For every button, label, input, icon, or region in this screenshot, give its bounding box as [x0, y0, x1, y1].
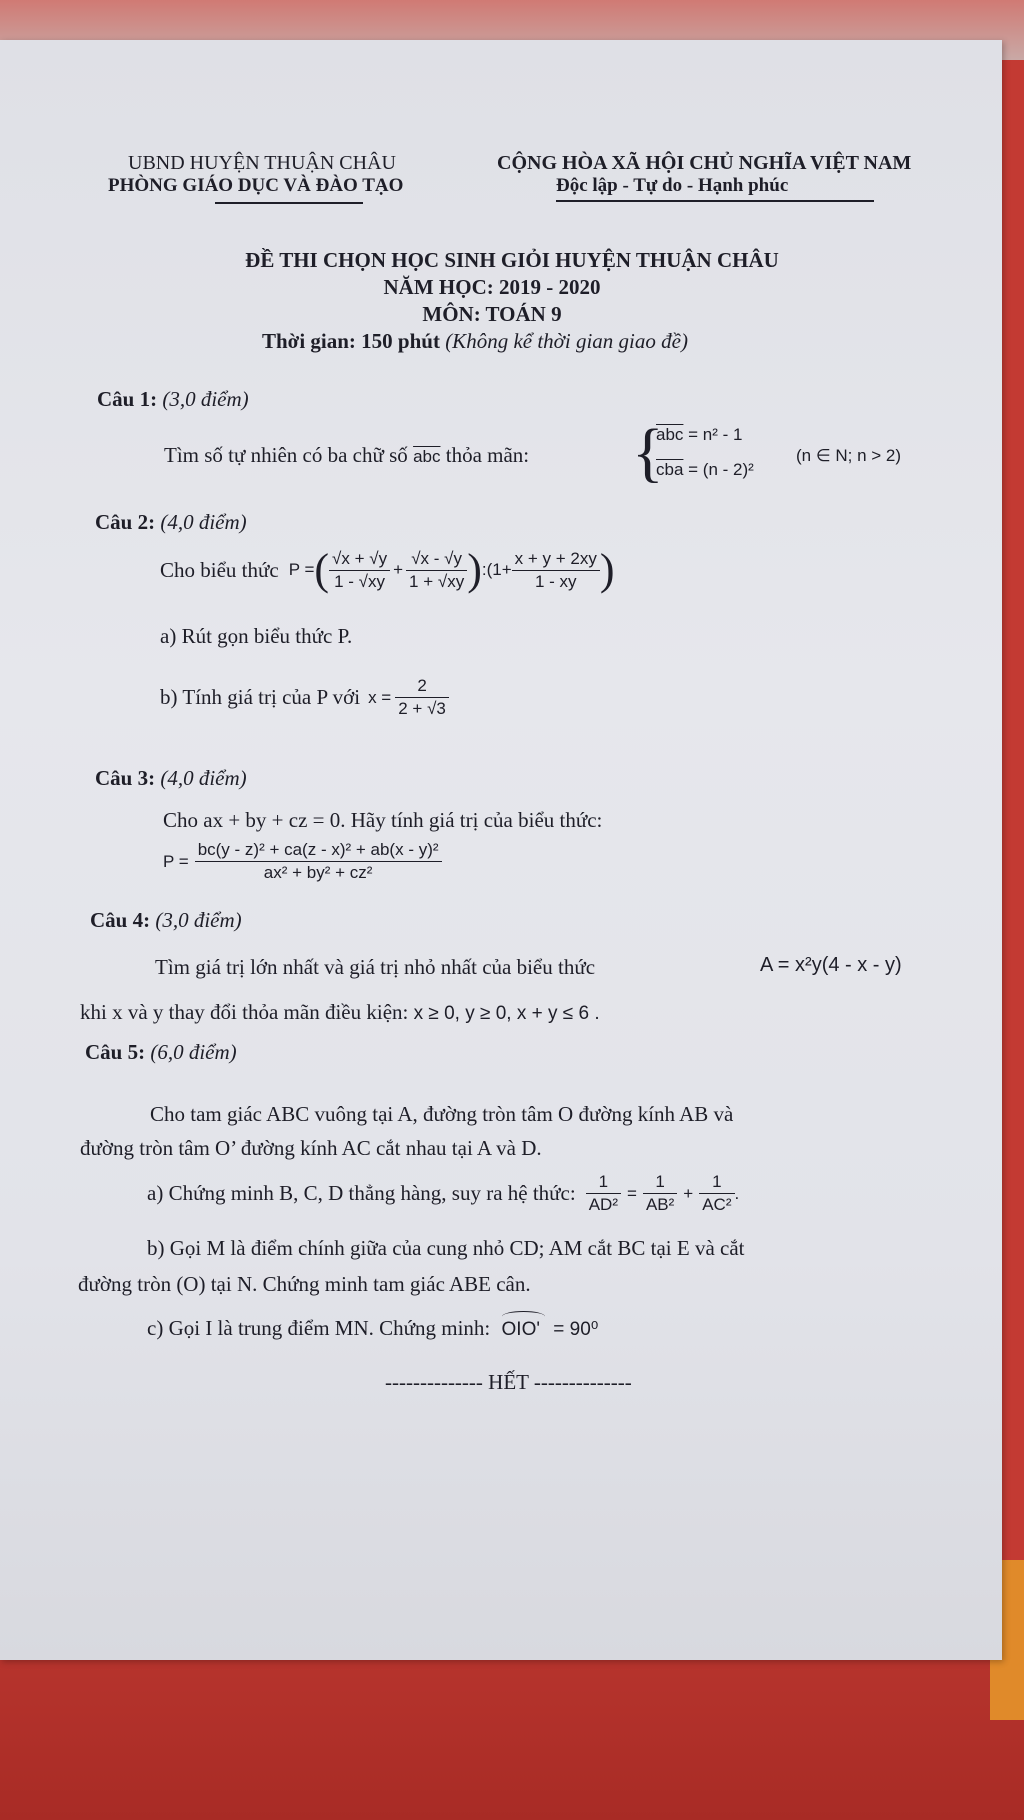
header-right-underline	[556, 200, 874, 202]
background-table	[0, 1640, 1024, 1820]
q1-text	[164, 443, 529, 468]
time-note: (Không kể thời gian giao đề)	[445, 329, 688, 353]
q4-line1: Tìm giá trị lớn nhất và giá trị nhỏ nhất của biểu thức	[155, 955, 596, 979]
q2-colon-one: :(1+	[481, 560, 512, 579]
q1-text-b: thỏa mãn:	[445, 443, 530, 467]
q2-expression	[160, 545, 615, 594]
q5-line1: Cho tam giác ABC vuông tại A, đường tròn tâm O đường kính AB và	[150, 1102, 734, 1126]
q4-line2	[80, 1000, 600, 1025]
q2-paren-open: (	[314, 545, 330, 594]
q2-x-frac	[395, 676, 449, 719]
q5-angle-name: OIO'	[501, 1319, 540, 1340]
header-left-line2: PHÒNG GIÁO DỤC VÀ ĐÀO TẠO	[108, 175, 404, 196]
q5-equals: =	[627, 1183, 637, 1203]
q4-expr: A = x²y(4 - x - y)	[760, 954, 902, 976]
q3-expression	[163, 840, 442, 883]
q2-frac2-den: 1 + √xy	[409, 571, 465, 591]
q2-heading	[95, 510, 247, 535]
q2-x-num: 2	[395, 676, 449, 698]
q2-part-b	[160, 676, 449, 719]
q5-part-c-text: c) Gọi I là trung điểm MN. Chứng minh:	[147, 1316, 491, 1340]
q1-condition: (n ∈ N; n > 2)	[796, 446, 902, 465]
q2-frac3	[512, 549, 600, 592]
q5-label: Câu 5:	[85, 1040, 146, 1064]
q5-line2: đường tròn tâm O’ đường kính AC cắt nhau tại A và D.	[80, 1136, 542, 1160]
q5-part-a	[147, 1172, 739, 1215]
q5-plus: +	[683, 1183, 694, 1203]
q2-frac1	[329, 549, 390, 592]
header-right-line2: Độc lập - Tự do - Hạnh phúc	[556, 175, 789, 196]
q5-angle-val: = 90⁰	[553, 1319, 599, 1340]
q1-eq2-lhs: $\overline{cba}$	[656, 460, 684, 479]
q5-part-a-text: a) Chứng minh B, C, D thẳng hàng, suy ra hệ thức:	[147, 1181, 576, 1205]
q3-den: ax² + by² + cz²	[263, 863, 373, 882]
q3-points: (4,0 điểm)	[160, 766, 247, 790]
q1-abc: $\overline{abc}$	[413, 447, 441, 466]
q4-cond: x ≥ 0, y ≥ 0, x + y ≤ 6 .	[413, 1003, 600, 1024]
q5-angle	[502, 1319, 546, 1340]
header-left-underline	[215, 202, 363, 204]
q3-p-eq: P =	[163, 851, 189, 871]
q2-frac1-den: 1 - √xy	[334, 571, 386, 591]
q1-eq2-rhs: = (n - 2)²	[688, 460, 754, 479]
q1-label: Câu 1:	[97, 387, 158, 411]
header-right-line1: CỘNG HÒA XÃ HỘI CHỦ NGHĨA VIỆT NAM	[497, 152, 912, 174]
q2-intro: Cho biểu thức	[160, 557, 279, 582]
q3-frac	[195, 840, 442, 883]
time-label: Thời gian: 150 phút	[262, 329, 440, 353]
q2-paren-close2: )	[599, 545, 615, 594]
q1-points: (3,0 điểm)	[162, 387, 249, 411]
q1-eq1-lhs: $\overline{abc}$	[656, 425, 684, 444]
q2-x-eq: x =	[368, 687, 392, 707]
q5-fa2-num: 1	[643, 1172, 677, 1194]
q2-p-eq: P =	[288, 560, 315, 579]
q2-plus: +	[393, 560, 404, 579]
q5-fa3-num: 1	[699, 1172, 734, 1194]
q5-part-b2: đường tròn (O) tại N. Chứng minh tam giác ABE cân.	[78, 1272, 531, 1296]
end-marker: -------------- HẾT --------------	[385, 1370, 632, 1394]
q3-text: Cho ax + by + cz = 0. Hãy tính giá trị của biểu thức:	[163, 808, 603, 832]
header-left-line1: UBND HUYỆN THUẬN CHÂU	[128, 152, 396, 174]
q5-points: (6,0 điểm)	[150, 1040, 237, 1064]
q1-eq1	[656, 425, 743, 445]
exam-title: ĐỀ THI CHỌN HỌC SINH GIỎI HUYỆN THUẬN CHÂU	[245, 248, 779, 272]
subject: MÔN: TOÁN 9	[422, 302, 562, 326]
q4-line2-text: khi x và y thay đổi thỏa mãn điều kiện:	[80, 1000, 409, 1024]
q3-heading	[95, 766, 247, 791]
q1-eq2	[656, 460, 754, 480]
q2-points: (4,0 điểm)	[160, 510, 247, 534]
q2-frac2-num: √x - √y	[406, 549, 467, 571]
q2-frac3-num: x + y + 2xy	[512, 549, 600, 571]
q1-heading	[97, 387, 249, 412]
q5-part-c	[147, 1316, 598, 1341]
q4-label: Câu 4:	[90, 908, 151, 932]
school-year: NĂM HỌC: 2019 - 2020	[383, 275, 601, 299]
q4-points: (3,0 điểm)	[155, 908, 242, 932]
q2-part-a: a) Rút gọn biểu thức P.	[160, 624, 353, 648]
q2-paren-close: )	[467, 545, 482, 594]
q3-num: bc(y - z)² + ca(z - x)² + ab(x - y)²	[195, 840, 442, 862]
q5-angle-arc	[502, 1311, 546, 1322]
q2-label: Câu 2:	[95, 510, 156, 534]
q5-fa1	[586, 1172, 621, 1215]
exam-paper	[0, 40, 1002, 1660]
q5-fa3-den: AC²	[702, 1195, 732, 1214]
q5-period: .	[734, 1183, 740, 1203]
time-line	[262, 329, 688, 354]
q1-system-brace: {	[632, 416, 664, 489]
q5-fa1-den: AD²	[588, 1195, 618, 1214]
q5-part-b1: b) Gọi M là điểm chính giữa của cung nhỏ CD; AM cắt BC tại E và cắt	[147, 1236, 745, 1260]
q1-eq1-rhs: = n² - 1	[688, 425, 743, 444]
q1-text-a: Tìm số tự nhiên có ba chữ số	[164, 443, 408, 467]
q2-part-b-text: b) Tính giá trị của P với	[160, 685, 361, 709]
q5-fa2	[643, 1172, 677, 1215]
q4-heading	[90, 908, 242, 933]
q3-label: Câu 3:	[95, 766, 156, 790]
q5-fa3	[699, 1172, 734, 1215]
q2-frac3-den: 1 - xy	[534, 571, 577, 591]
q2-frac1-num: √x + √y	[329, 549, 390, 571]
q5-heading	[85, 1040, 237, 1065]
q2-x-den: 2 + √3	[398, 699, 446, 718]
q2-frac2	[406, 549, 467, 592]
q5-fa1-num: 1	[586, 1172, 621, 1194]
q5-fa2-den: AB²	[645, 1195, 675, 1214]
